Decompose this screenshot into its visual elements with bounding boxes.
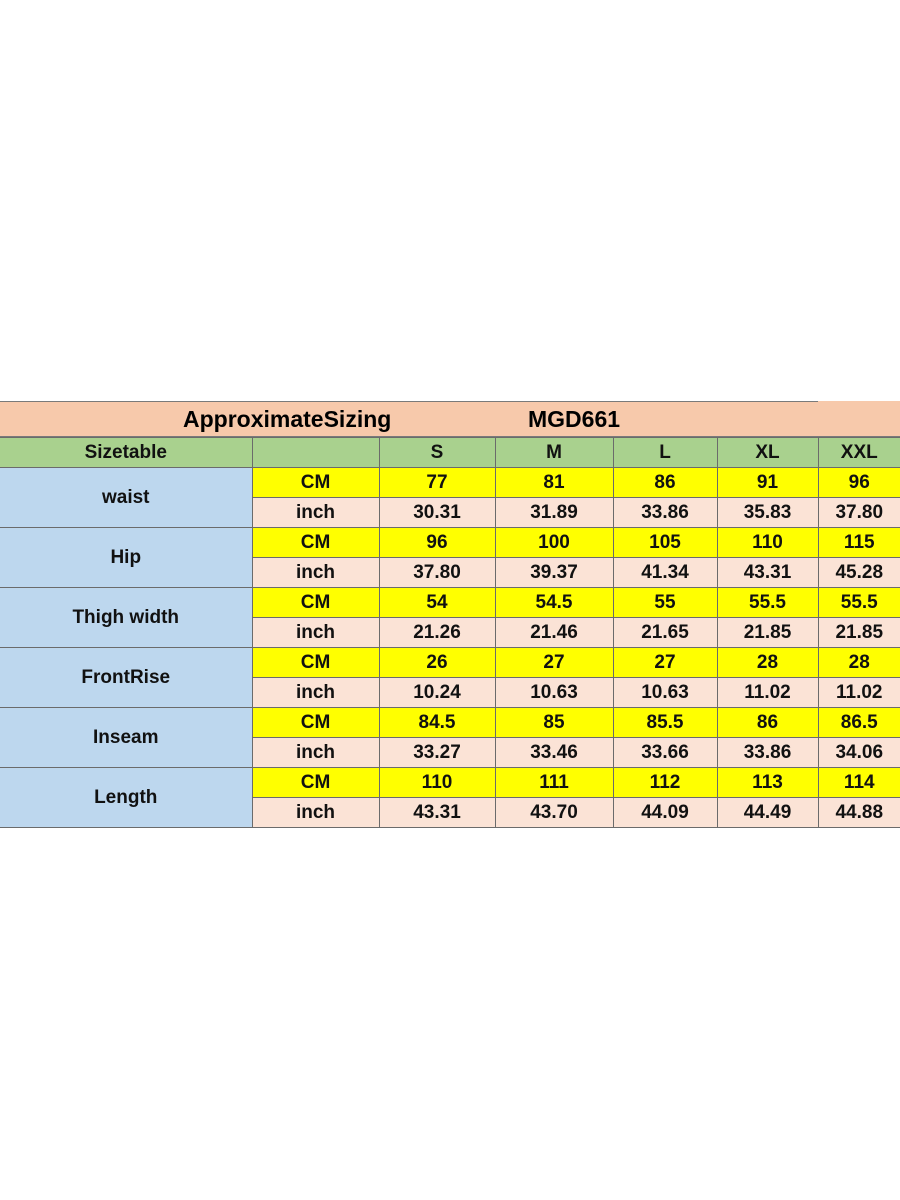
cm-value: 81: [495, 468, 613, 498]
inch-value: 10.24: [379, 678, 495, 708]
inch-value: 33.27: [379, 738, 495, 768]
cm-value: 85.5: [613, 708, 717, 738]
inch-value: 43.31: [379, 798, 495, 828]
cm-value: 105: [613, 528, 717, 558]
cm-value: 55.5: [717, 588, 818, 618]
size-header: L: [613, 438, 717, 468]
inch-value: 10.63: [495, 678, 613, 708]
cm-value: 86: [613, 468, 717, 498]
inch-value: 33.66: [613, 738, 717, 768]
size-header: XXL: [818, 438, 900, 468]
cm-value: 54.5: [495, 588, 613, 618]
inch-value: 43.31: [717, 558, 818, 588]
inch-value: 43.70: [495, 798, 613, 828]
cm-value: 77: [379, 468, 495, 498]
inch-value: 44.88: [818, 798, 900, 828]
cm-value: 86.5: [818, 708, 900, 738]
unit-cm: CM: [252, 588, 379, 618]
cm-value: 100: [495, 528, 613, 558]
cm-row: [0, 768, 900, 798]
inch-value: 35.83: [717, 498, 818, 528]
cm-value: 111: [495, 768, 613, 798]
inch-value: 44.49: [717, 798, 818, 828]
size-header: M: [495, 438, 613, 468]
title-bar-extension: [818, 401, 900, 437]
inch-value: 39.37: [495, 558, 613, 588]
inch-value: 37.80: [818, 498, 900, 528]
cm-row: [0, 708, 900, 738]
inch-value: 33.86: [613, 498, 717, 528]
unit-header-blank: [252, 438, 379, 468]
inch-value: 21.85: [717, 618, 818, 648]
inch-value: 21.26: [379, 618, 495, 648]
inch-value: 11.02: [818, 678, 900, 708]
cm-value: 115: [818, 528, 900, 558]
inch-value: 31.89: [495, 498, 613, 528]
unit-inch: inch: [252, 738, 379, 768]
cm-value: 85: [495, 708, 613, 738]
unit-inch: inch: [252, 618, 379, 648]
unit-cm: CM: [252, 648, 379, 678]
cm-value: 86: [717, 708, 818, 738]
inch-value: 11.02: [717, 678, 818, 708]
cm-value: 26: [379, 648, 495, 678]
cm-value: 91: [717, 468, 818, 498]
inch-value: 41.34: [613, 558, 717, 588]
inch-value: 45.28: [818, 558, 900, 588]
unit-inch: inch: [252, 678, 379, 708]
title-bar: [0, 401, 818, 437]
cm-value: 114: [818, 768, 900, 798]
cm-value: 96: [379, 528, 495, 558]
cm-value: 112: [613, 768, 717, 798]
size-header: S: [379, 438, 495, 468]
unit-inch: inch: [252, 798, 379, 828]
inch-value: 33.46: [495, 738, 613, 768]
inch-value: 33.86: [717, 738, 818, 768]
title-left: ApproximateSizing: [183, 406, 392, 432]
cm-value: 28: [717, 648, 818, 678]
cm-value: 55.5: [818, 588, 900, 618]
unit-inch: inch: [252, 558, 379, 588]
cm-value: 113: [717, 768, 818, 798]
cm-value: 110: [379, 768, 495, 798]
measure-label: Hip: [0, 528, 252, 588]
cm-value: 96: [818, 468, 900, 498]
cm-row: [0, 528, 900, 558]
cm-value: 55: [613, 588, 717, 618]
size-header: XL: [717, 438, 818, 468]
unit-cm: CM: [252, 468, 379, 498]
measure-label: Inseam: [0, 708, 252, 768]
title-right: MGD661: [528, 406, 621, 432]
cm-value: 84.5: [379, 708, 495, 738]
measure-label: waist: [0, 468, 252, 528]
inch-value: 21.46: [495, 618, 613, 648]
inch-value: 44.09: [613, 798, 717, 828]
cm-value: 27: [613, 648, 717, 678]
cm-value: 27: [495, 648, 613, 678]
cm-value: 54: [379, 588, 495, 618]
measure-label: FrontRise: [0, 648, 252, 708]
corner-label: Sizetable: [0, 438, 252, 468]
unit-cm: CM: [252, 768, 379, 798]
unit-cm: CM: [252, 708, 379, 738]
inch-value: 21.65: [613, 618, 717, 648]
cm-value: 28: [818, 648, 900, 678]
inch-value: 21.85: [818, 618, 900, 648]
cm-row: [0, 588, 900, 618]
inch-value: 37.80: [379, 558, 495, 588]
inch-value: 30.31: [379, 498, 495, 528]
header-row: [0, 438, 900, 468]
unit-cm: CM: [252, 528, 379, 558]
cm-value: 110: [717, 528, 818, 558]
measure-label: Thigh width: [0, 588, 252, 648]
inch-value: 34.06: [818, 738, 900, 768]
cm-row: [0, 468, 900, 498]
inch-value: 10.63: [613, 678, 717, 708]
size-table: [0, 437, 900, 828]
unit-inch: inch: [252, 498, 379, 528]
measure-label: Length: [0, 768, 252, 828]
cm-row: [0, 648, 900, 678]
